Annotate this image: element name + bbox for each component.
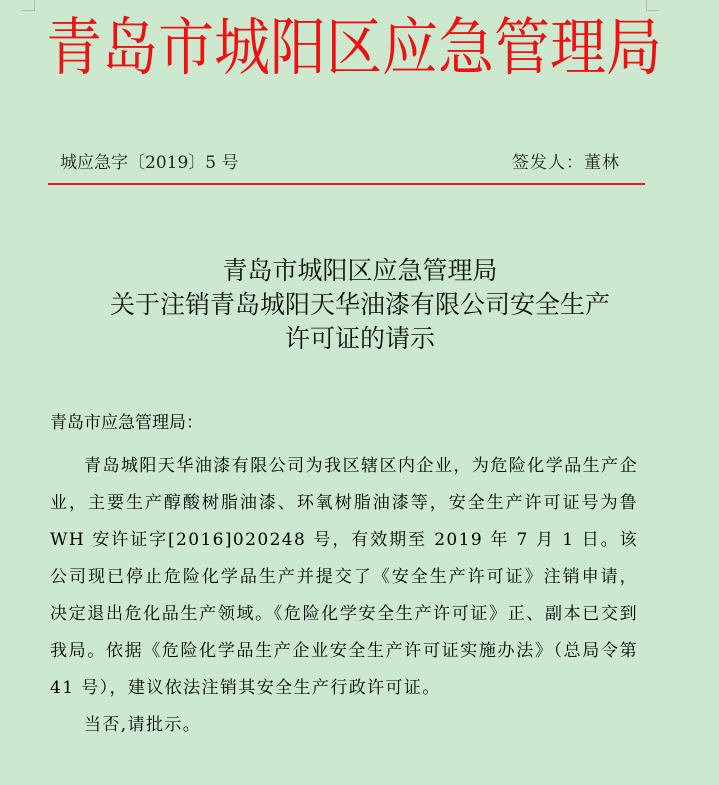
title-line-2: 关于注销青岛城阳天华油漆有限公司安全生产 bbox=[109, 290, 610, 319]
body-paragraph-2: 当否,请批示。 bbox=[84, 715, 202, 735]
document-meta-row bbox=[60, 150, 620, 176]
title-line-1: 青岛市城阳区应急管理局 bbox=[222, 256, 498, 285]
document-title bbox=[40, 254, 680, 356]
signer: 签发人：董林 bbox=[512, 153, 620, 173]
addressee: 青岛市应急管理局： bbox=[50, 413, 203, 433]
title-line-3: 许可证的请示 bbox=[284, 324, 435, 353]
document-number: 城应急字〔2019〕5 号 bbox=[60, 153, 239, 173]
issuing-organization-header: 青岛市城阳区应急管理局 bbox=[46, 12, 662, 85]
red-divider bbox=[48, 183, 645, 185]
body-text bbox=[50, 448, 638, 744]
corner-mark-left bbox=[22, 0, 35, 11]
body-paragraph-1: 青岛城阳天华油漆有限公司为我区辖区内企业，为危险化学品生产企业，主要生产醇酸树脂油漆、环氧树脂油漆等，安全生产许可证号为鲁 WH 安许证字[2016]020248 号，有效期至 2019 年 7 月 1 日。该公司现已停止危险化学品生产并提交了《安全生产许可证》注销申请，决定退出危化品生产领域。《危险化学安全生产许可证》正、副本已交到我局。依据《危险化学品生产企业安全生产许可证实施办法》（总局令第 41 号），建议依法注销其安全生产行政许可证。 bbox=[50, 456, 638, 698]
